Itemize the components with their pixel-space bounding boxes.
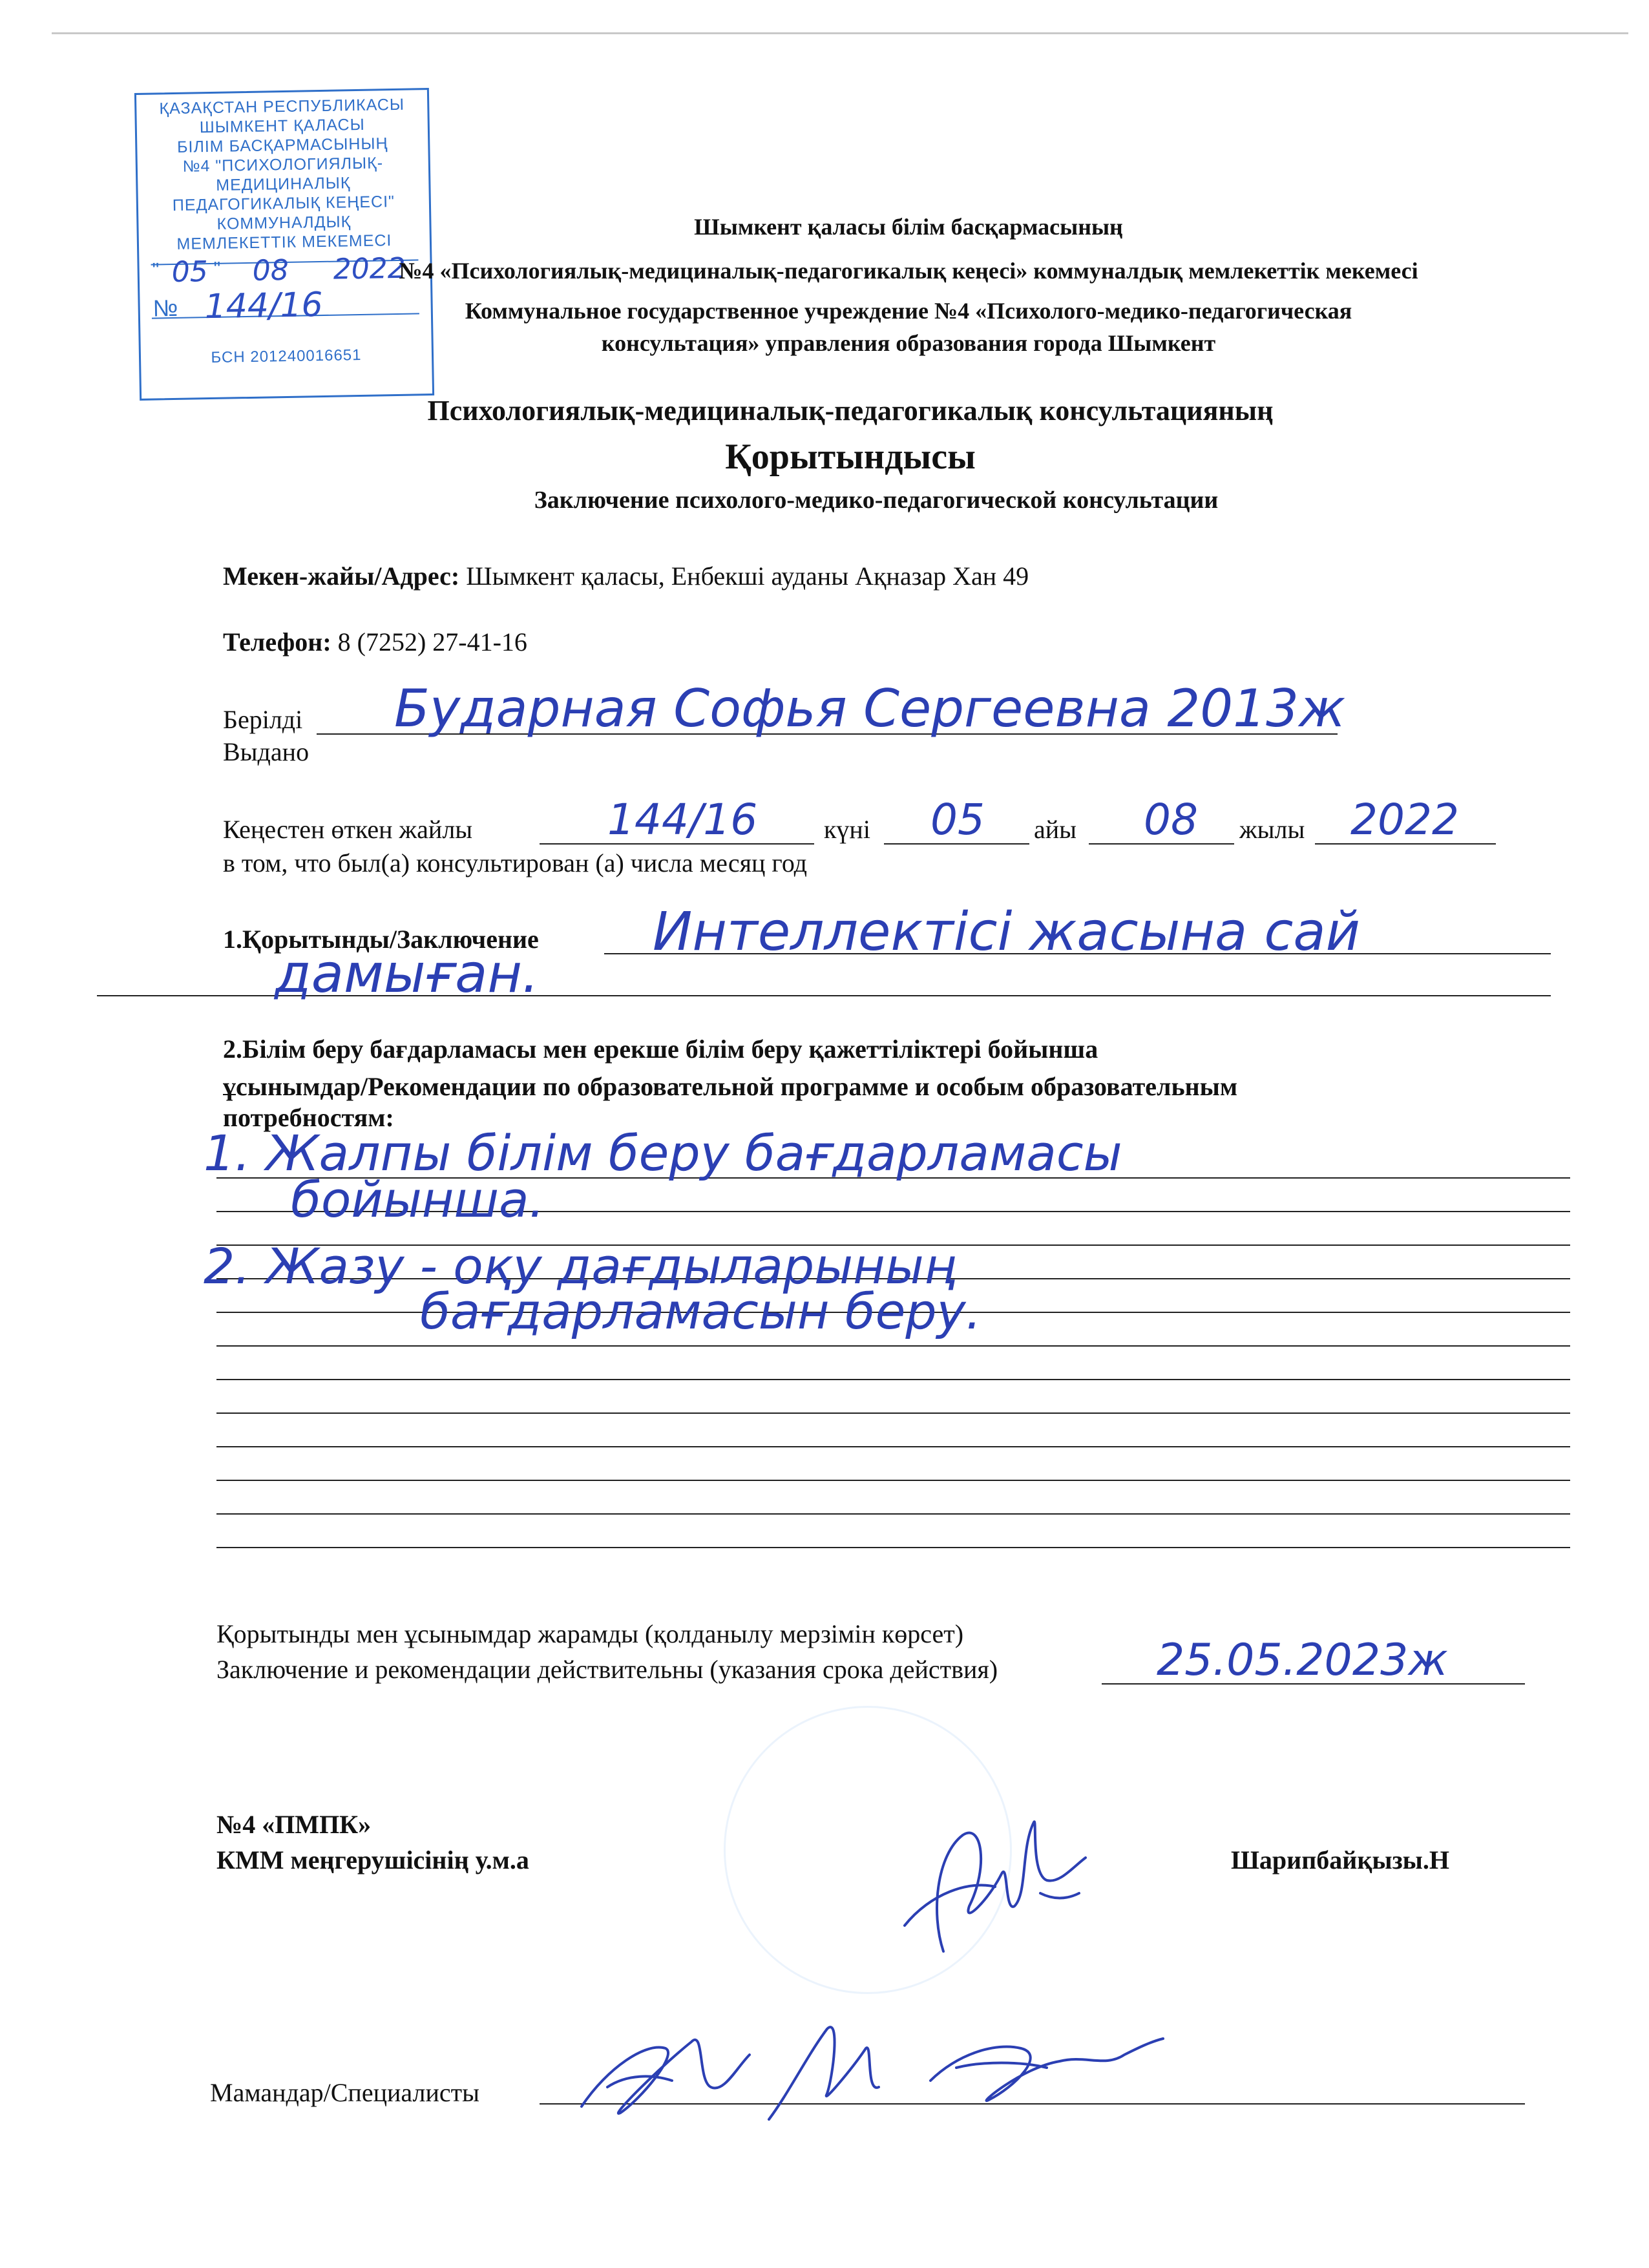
validity-label-kz: Қорытынды мен ұсынымдар жарамды (қолданылу мерзімін көрсет) [216,1619,964,1648]
stamp-line: МЕДИЦИНАЛЫҚ [216,174,351,194]
address-row [223,561,1029,591]
recommendations-label-2: ұсынымдар/Рекомендации по образовательной программе и особым образовательным [223,1072,1238,1101]
recommendations-line [216,1446,1570,1447]
stamp-number-sign: № [152,294,178,322]
stamp-date-year: 2022 [333,251,406,286]
recommendations-line [216,1480,1570,1481]
recommendation-handwritten-1: 1. Жалпы білім беру бағдарламасы [204,1124,1122,1182]
title-kz-main: Қорытындысы [725,437,976,477]
top-rule [52,32,1628,34]
validity-date-handwritten: 25.05.2023ж [1157,1635,1448,1686]
stamp-line: БІЛІМ БАСҚАРМАСЫНЫҢ [176,134,388,156]
stamp-date-month: 08 [252,253,289,288]
consult-month-label: айы [1034,815,1077,844]
conclusion-handwritten-2: дамыған. [275,943,540,1005]
recommendations-label-3: потребностям: [223,1103,394,1132]
recommendations-line [216,1379,1570,1380]
registration-stamp: ҚАЗАҚСТАН РЕСПУБЛИКАСЫ ШЫМКЕНТ ҚАЛАСЫ БІЛІМ БАСҚАРМАСЫНЫҢ №4 "ПСИХОЛОГИЯЛЫҚ- МЕДИЦИНАЛЫҚ ПЕДАГОГИКАЛЫҚ КЕҢЕСІ" КОММУНАЛДЫҚ МЕМЛЕКЕТТІК МЕКЕМЕСІ " 05 " 08 2022 № 144/16 БСН 201240016651 [134,88,434,401]
phone-label: Телефон: [223,627,331,656]
title-kz: Психологиялық-медициналық-педагогикалық консультацияның [427,395,1274,426]
consult-label-kz: Кеңестен өткен жайлы [223,815,473,844]
stamp-number: 144/16 [204,285,324,327]
issued-label-kz: Берілді [223,705,303,734]
issued-name-handwritten: Бударная Софья Сергеевна 2013ж [394,678,1346,739]
conclusion-label: 1.Қорытынды/Заключение [223,925,539,954]
recommendations-line [216,1547,1570,1548]
recommendation-handwritten-2: бойынша. [291,1171,545,1228]
signature-org-line-2: КММ меңгерушісінің у.м.а [216,1845,529,1874]
signature-name: Шарипбайқызы.Н [1231,1845,1450,1874]
signature-org-line-1: №4 «ПМПК» [216,1810,372,1839]
header-line-4: консультация» управления образования города Шымкент [601,330,1216,356]
stamp-line: МЕМЛЕКЕТТІК МЕКЕМЕСІ [176,231,392,253]
recommendations-line [216,1513,1570,1515]
address-value: Шымкент қаласы, Енбекші ауданы Ақназар Хан 49 [459,562,1029,591]
consult-label-ru: в том, что был(а) консультирован (а) числа месяц год [223,848,808,877]
stamp-line: №4 "ПСИХОЛОГИЯЛЫҚ- [182,154,384,176]
issued-label-ru: Выдано [223,737,310,766]
consult-year-handwritten: 2022 [1350,795,1459,845]
head-signature [892,1796,1098,1964]
consult-day-label: күні [824,815,870,844]
recommendation-handwritten-3: 2. Жазу - оқу дағдыларының [204,1237,957,1295]
consult-number-handwritten: 144/16 [607,795,758,845]
specialists-label: Мамандар/Специалисты [210,2078,479,2107]
recommendation-handwritten-4: бағдарламасын беру. [420,1283,982,1340]
header-line-1: Шымкент қаласы білім басқармасының [694,214,1123,240]
phone-value: 8 (7252) 27-41-16 [331,627,527,656]
recommendations-label-1: 2.Білім беру бағдарламасы мен ерекше білім беру қажеттіліктері бойынша [223,1034,1098,1064]
validity-label-ru: Заключение и рекомендации действительны (указания срока действия) [216,1655,998,1684]
specialists-signatures [569,1990,1215,2132]
address-label: Мекен-жайы/Адрес: [223,562,460,591]
conclusion-handwritten-1: Интеллектісі жасына сай [653,901,1360,963]
stamp-bin: БСН 201240016651 [211,346,362,367]
title-ru: Заключение психолого-медико-педагогической консультации [534,487,1219,514]
consult-day-handwritten: 05 [930,795,985,845]
consult-month-handwritten: 08 [1144,795,1198,845]
stamp-line: ПЕДАГОГИКАЛЫҚ КЕҢЕСІ" [172,193,395,215]
recommendations-line [216,1412,1570,1414]
consult-year-label: жылы [1239,815,1305,844]
stamp-date-day: 05 [171,255,209,289]
stamp-line: КОММУНАЛДЫҚ [216,213,352,233]
header-line-2: №4 «Психологиялық-медициналық-педагогикалық кеңесі» коммуналдық мемлекеттік мекемесі [399,258,1418,284]
stamp-line: ҚАЗАҚСТАН РЕСПУБЛИКАСЫ [159,95,405,118]
recommendations-line [216,1345,1570,1347]
header-line-3: Коммунальное государственное учреждение №4 «Психолого-медико-педагогическая [465,298,1352,324]
stamp-line: ШЫМКЕНТ ҚАЛАСЫ [199,115,365,137]
phone-row [223,627,527,657]
